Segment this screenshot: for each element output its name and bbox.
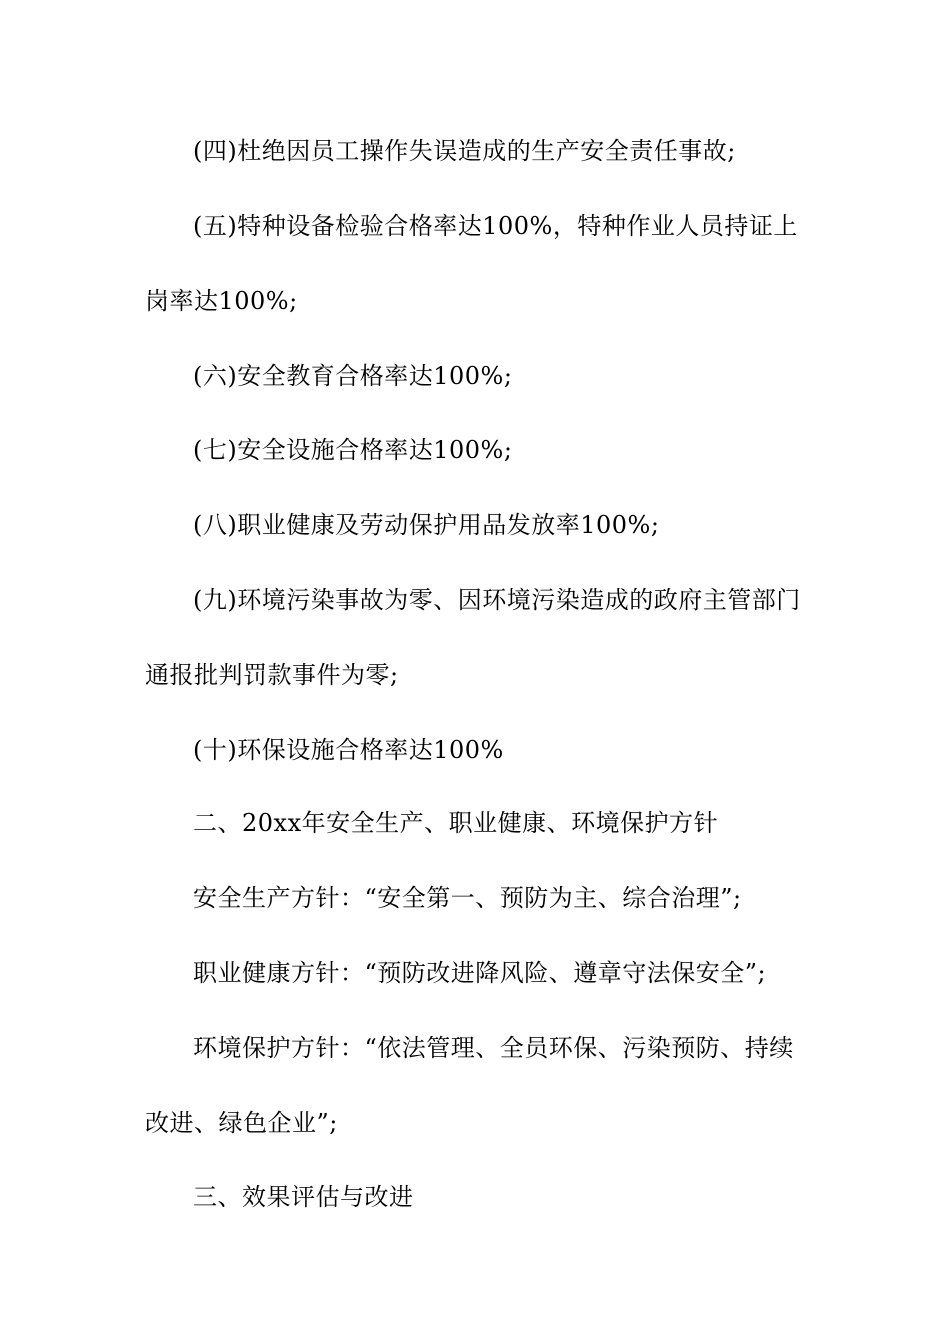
safety-policy: 安全生产方针：“安全第一、预防为主、综合治理”; xyxy=(193,884,742,912)
section-heading-2: 二、20xx年安全生产、职业健康、环境保护方针 xyxy=(193,809,719,837)
paragraph-item-6: (六)安全教育合格率达100%; xyxy=(193,362,513,390)
paragraph-item-5: (五)特种设备检验合格率达100%，特种作业人员持证上岗率达100%; xyxy=(145,212,798,315)
paragraph-item-9: (九)环境污染事故为零、因环境污染造成的政府主管部门通报批判罚款事件为零; xyxy=(145,586,801,689)
paragraph-item-10: (十)环保设施合格率达100% xyxy=(193,736,504,764)
paragraph-item-8: (八)职业健康及劳动保护用品发放率100%; xyxy=(193,511,660,539)
paragraph-item-7: (七)安全设施合格率达100%; xyxy=(193,436,513,464)
health-policy: 职业健康方针：“预防改进降风险、遵章守法保安全”; xyxy=(193,959,767,987)
section-heading-3: 三、效果评估与改进 xyxy=(193,1183,414,1211)
environment-policy: 环境保护方针：“依法管理、全员环保、污染预防、持续改进、绿色企业”; xyxy=(145,1034,794,1137)
paragraph-item-4: (四)杜绝因员工操作失误造成的生产安全责任事故; xyxy=(193,137,736,165)
